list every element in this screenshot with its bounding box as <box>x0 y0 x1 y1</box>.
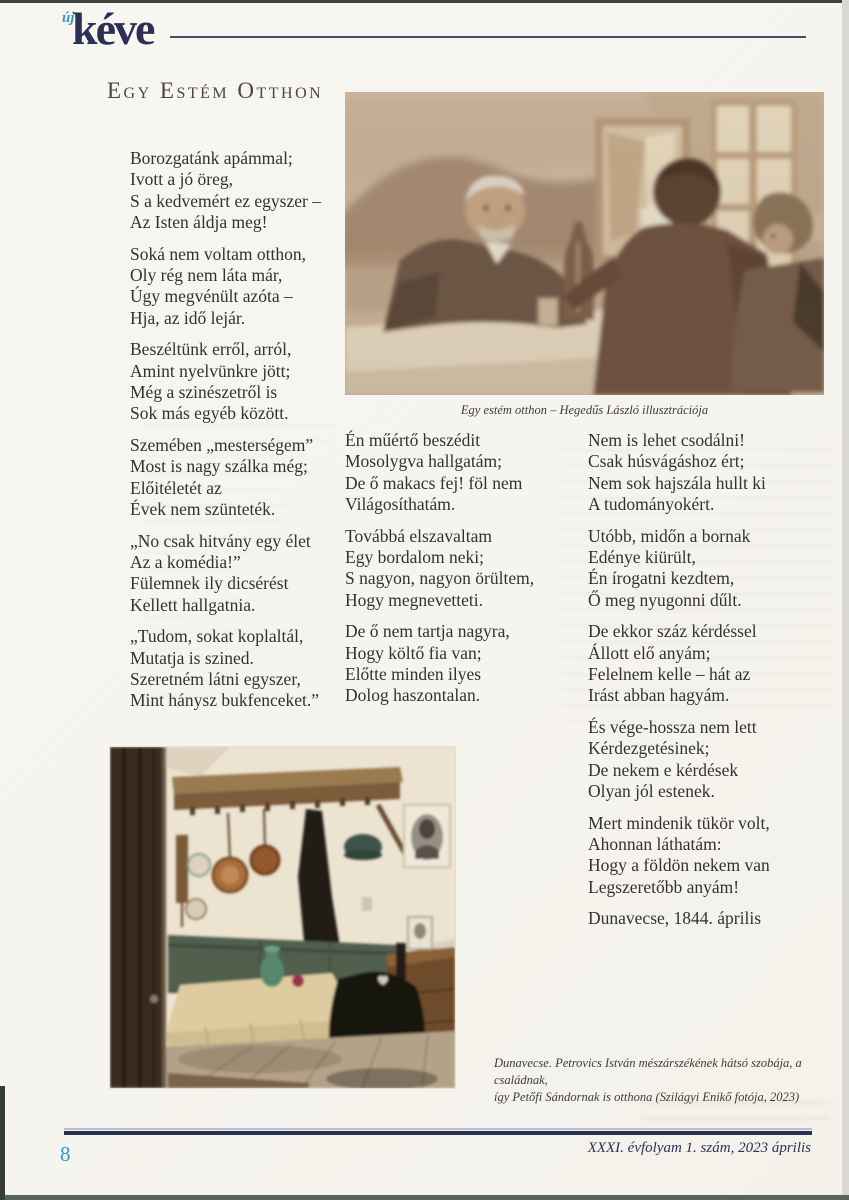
poem-line: Ő meg nyugonni dűlt. <box>588 589 742 610</box>
poem-line: Ivott a jó öreg, <box>130 169 234 190</box>
poem-line: Mosolygva hallgatám; <box>345 451 502 472</box>
poem-column-2 <box>345 430 570 717</box>
page-number: 8 <box>60 1142 71 1166</box>
page-title: Egy Estém Otthon <box>107 78 324 103</box>
poem-stanza <box>588 621 833 707</box>
poem-line: Nem is lehet csodálni! <box>588 430 745 450</box>
poem-stanza <box>588 908 833 929</box>
poem-line: Szemében „mesterségem” <box>130 434 314 455</box>
poem-line: Én írogatni kezdtem, <box>588 568 735 589</box>
scan-edge-bottom <box>0 1195 849 1200</box>
poem-line: Fülemnek ily dicsérést <box>130 573 289 594</box>
poem-line: Még a szinészetről is <box>130 382 278 403</box>
poem-line: Kérdezgetésinek; <box>588 738 710 759</box>
poem-line: Legszeretőbb anyám! <box>588 876 740 897</box>
poem-stanza <box>588 526 833 612</box>
poem-line: Az Isten áldja meg! <box>130 212 268 233</box>
footer-rule-thick <box>64 1131 812 1135</box>
poem-line: Utóbb, midőn a bornak <box>588 525 751 546</box>
poem-line: S nagyon, nagyon örültem, <box>345 568 535 589</box>
poem-line: Az a komédia!” <box>130 551 241 572</box>
poem-line: Irást abban hagyám. <box>588 685 730 706</box>
room-photo-art <box>110 747 455 1088</box>
poem-line: A tudományokért. <box>588 494 715 515</box>
poem-line: Beszéltünk erről, arról, <box>130 339 292 360</box>
poem-line: Hogy költő fia van; <box>345 642 482 663</box>
masthead-logo-keve: kéve <box>72 3 154 54</box>
poem-line: Egy bordalom neki; <box>345 547 485 568</box>
poem-line: Hja, az idő lejár. <box>130 307 246 328</box>
poem-line: Hogy a földön nekem van <box>588 855 770 876</box>
poem-line: És vége-hossza nem lett <box>588 716 757 737</box>
poem-line: Dunavecse, 1844. április <box>588 908 762 929</box>
poem-stanza <box>130 148 345 234</box>
poem-line: Most is nagy szálka még; <box>130 456 308 477</box>
poem-line: „No csak hitvány egy élet <box>130 530 311 551</box>
poem-stanza <box>130 435 345 521</box>
poem-column-3 <box>588 430 833 940</box>
room-photo <box>110 747 455 1088</box>
poem-line: De ekkor száz kérdéssel <box>588 621 757 642</box>
scan-edge-left <box>0 1086 5 1200</box>
illustration-caption: Egy estém otthon – Hegedűs László illusztrációja <box>460 403 709 417</box>
poem-line: Mutatja is szined. <box>130 647 254 668</box>
poem-line: Sok más egyéb között. <box>130 403 289 424</box>
poem-line: Szeretném látni egyszer, <box>130 668 301 689</box>
masthead-logo-uj: új <box>62 10 75 26</box>
poem-stanza <box>130 339 345 425</box>
poem-stanza <box>130 244 345 330</box>
poem-line: Felelnem kelle – hát az <box>588 664 751 685</box>
poem-line: Továbbá elszavaltam <box>345 525 492 546</box>
poem-line: Állott elő anyám; <box>588 642 711 663</box>
poem-line: Mert mindenik tükör volt, <box>588 812 770 833</box>
poem-line: Oly rég nem láta már, <box>130 265 283 286</box>
poem-line: Világosíthatám. <box>345 494 456 515</box>
poem-stanza <box>345 526 570 612</box>
poem-line: Hogy megnevetteti. <box>345 589 484 610</box>
poem-illustration <box>345 92 824 395</box>
poem-line: Edénye kiürült, <box>588 547 696 568</box>
poem-stanza <box>345 430 570 516</box>
poem-line: Előitéletét az <box>130 477 222 498</box>
scan-edge-right <box>842 0 849 1200</box>
poem-line: Nem sok hajszála hullt ki <box>588 472 766 493</box>
poem-line: „Tudom, sokat koplaltál, <box>130 626 304 647</box>
poem-stanza <box>130 626 345 712</box>
photo-caption <box>494 1055 824 1106</box>
caption-line: Dunavecse. Petrovics István mészárszékének hátsó szobája, a családnak, <box>494 1056 802 1087</box>
caption-line: így Petőfi Sándornak is otthona (Szilágyi Enikő fotója, 2023) <box>494 1090 800 1104</box>
poem-line: Soká nem voltam otthon, <box>130 243 306 264</box>
footer-rule-thin <box>64 1128 812 1130</box>
issue-info: XXXI. évfolyam 1. szám, 2023 április <box>587 1140 811 1156</box>
poem-line: Ahonnan láthatám: <box>588 833 722 854</box>
poem-stanza <box>588 717 833 803</box>
poem-stanza <box>130 531 345 617</box>
poem-line: Borozgatánk apámmal; <box>130 148 293 168</box>
poem-line: De nekem e kérdések <box>588 759 739 780</box>
poem-stanza <box>588 430 833 516</box>
poem-line: Amint nyelvünkre jött; <box>130 360 291 381</box>
poem-line: De ő makacs fej! föl nem <box>345 472 523 493</box>
poem-line: Évek nem szünteték. <box>130 499 276 520</box>
poem-line: Én műértő beszédit <box>345 430 481 450</box>
poem-column-1 <box>130 148 345 722</box>
poem-stanza <box>588 813 833 899</box>
poem-line: De ő nem tartja nagyra, <box>345 621 510 642</box>
poem-stanza <box>345 621 570 707</box>
poem-line: Előtte minden ilyes <box>345 664 482 685</box>
poem-line: Dolog haszontalan. <box>345 685 481 706</box>
masthead-rule <box>170 36 806 38</box>
poem-line: Kellett hallgatnia. <box>130 594 256 615</box>
poem-line: S a kedvemért ez egyszer – <box>130 190 321 211</box>
poem-line: Olyan jól estenek. <box>588 781 715 802</box>
poem-line: Mint hánysz bukfenceket.” <box>130 690 320 711</box>
illustration-art <box>345 92 824 395</box>
poem-line: Csak húsvágáshoz ért; <box>588 451 745 472</box>
poem-line: Úgy megvénült azóta – <box>130 286 293 307</box>
